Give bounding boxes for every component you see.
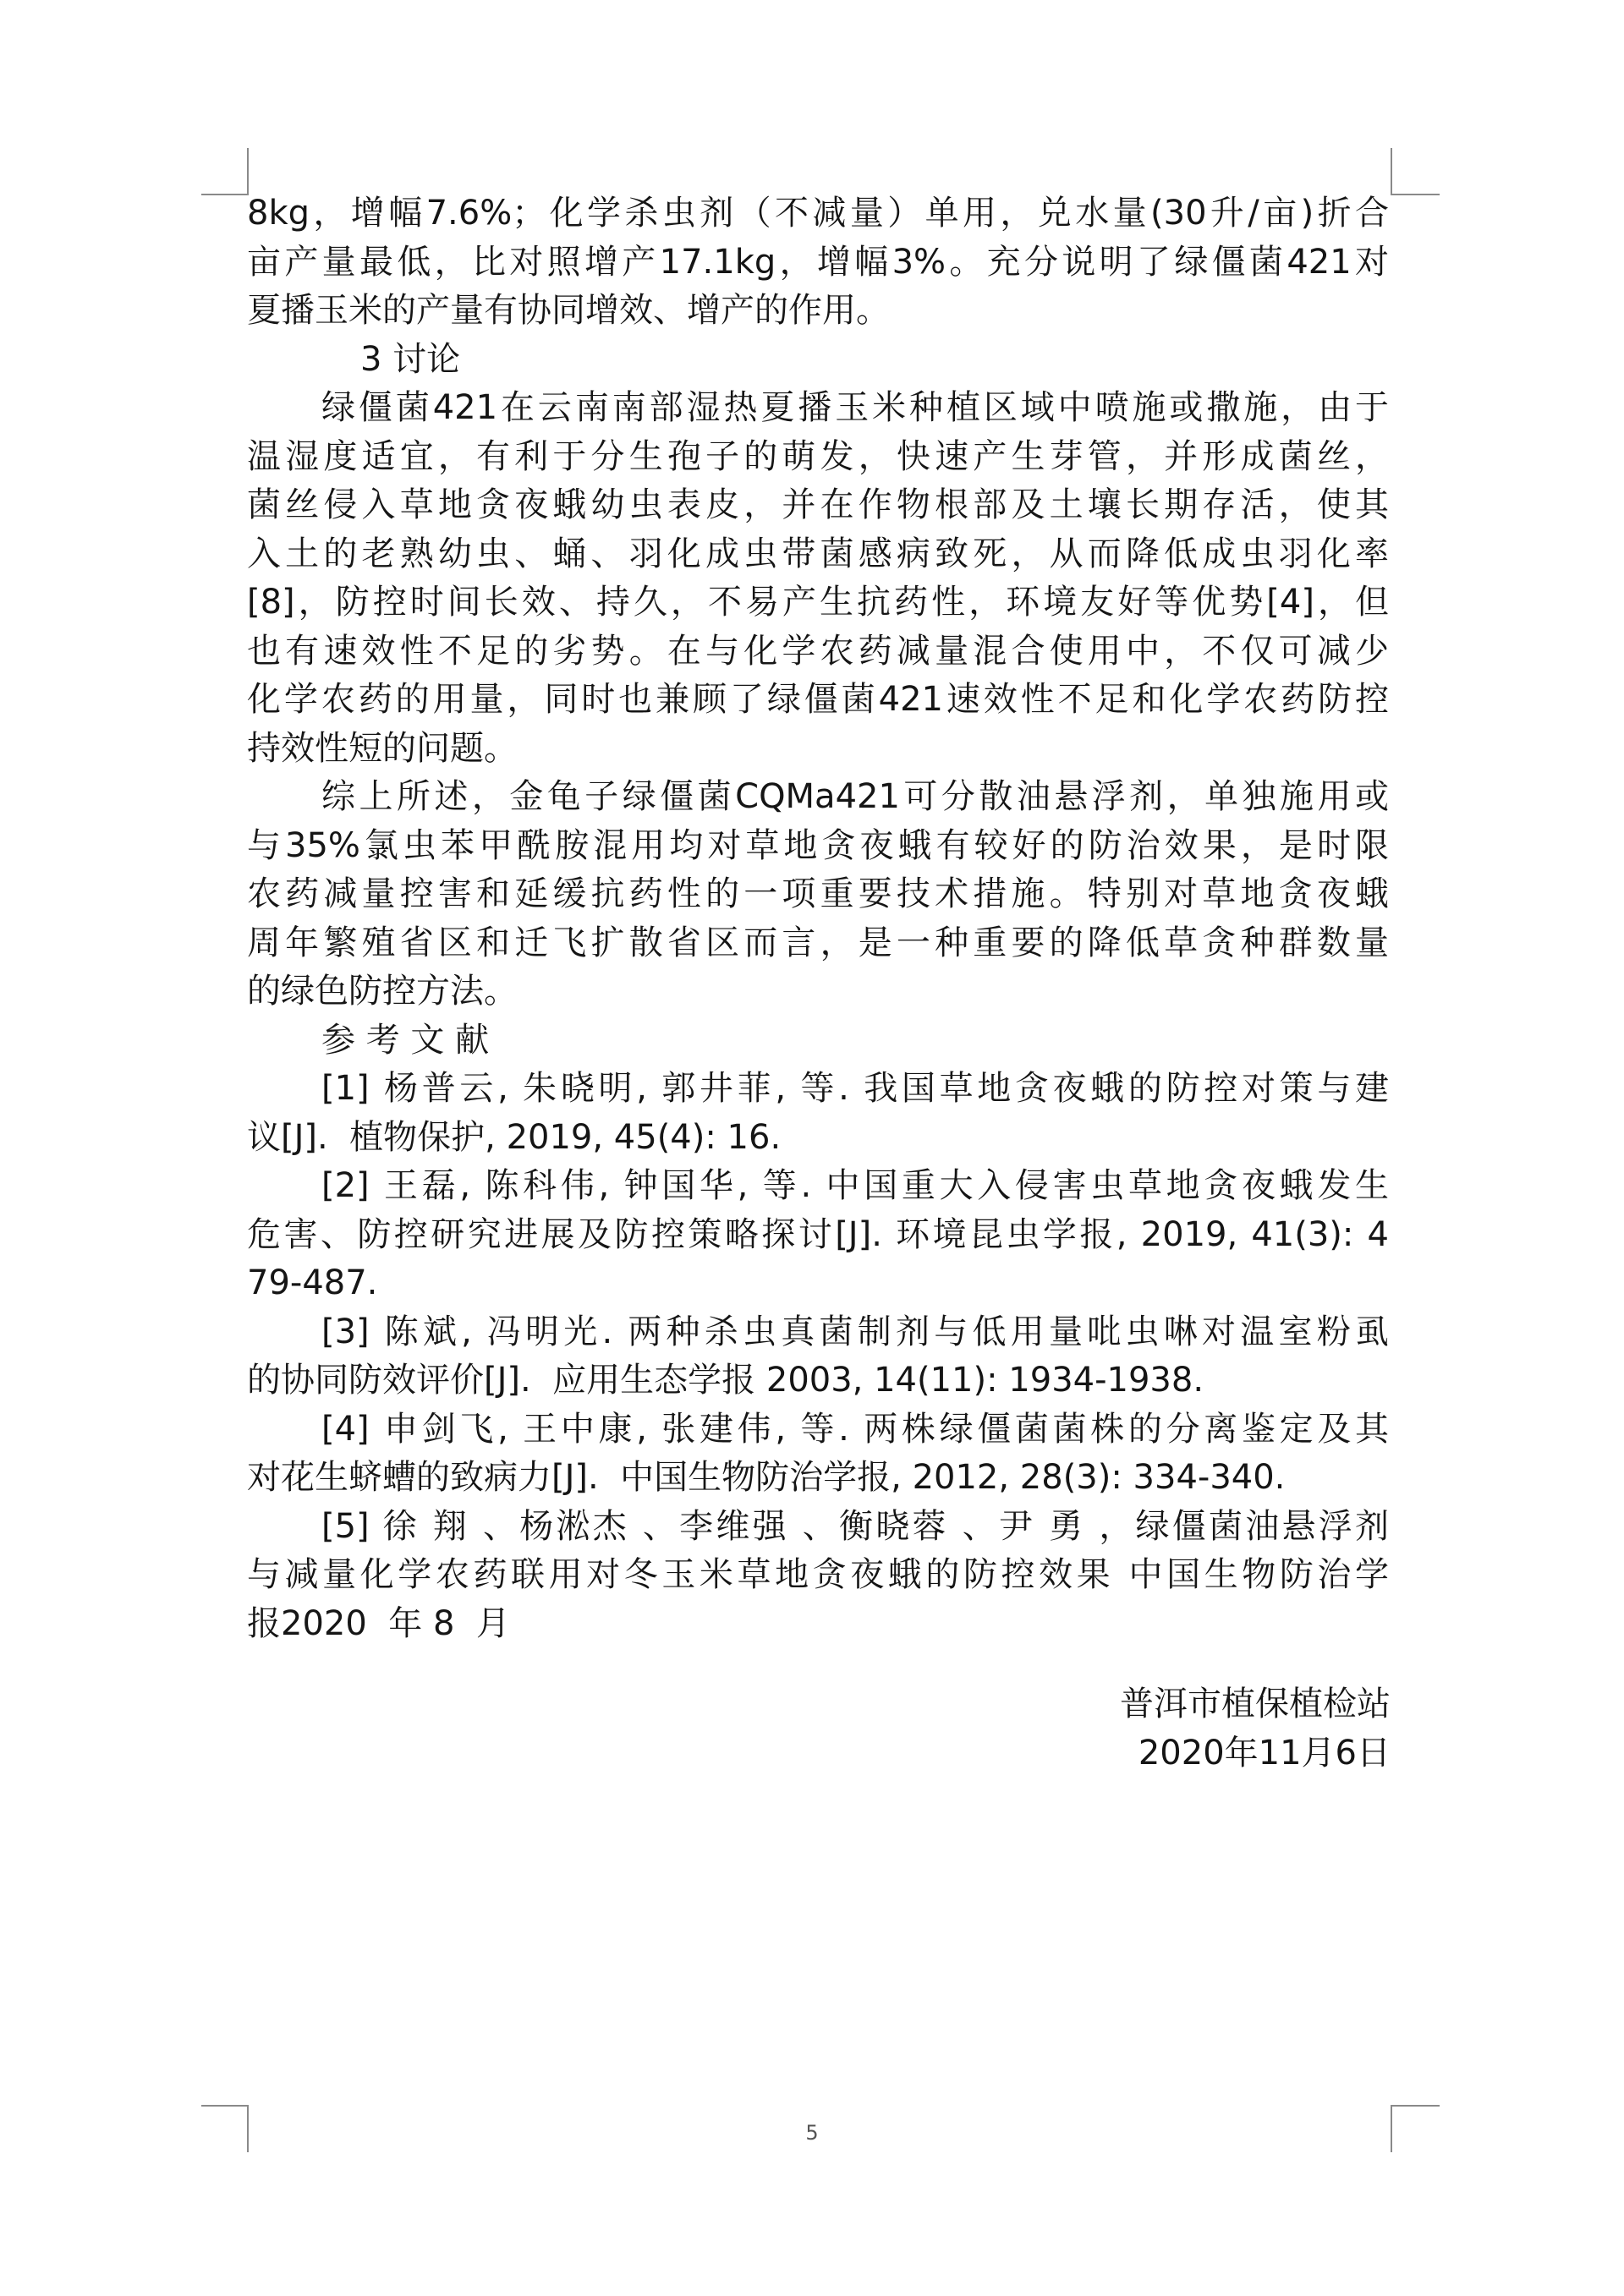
paragraph-first-line: 综上所述，金龟子绿僵菌CQMa421可分散油悬浮剂，单独施用或 bbox=[321, 777, 1389, 816]
reference-line: [5] 徐 翔 、杨淞杰 、李维强 、衡晓蓉 、尹 勇 ，绿僵菌油悬浮剂 bbox=[321, 1506, 1389, 1546]
body-line: 与35%氯虫苯甲酰胺混用均对草地贪夜蛾有较好的防治效果，是时限 bbox=[247, 825, 1389, 865]
body-line: [8]，防控时间长效、持久，不易产生抗药性，环境友好等优势[4]，但 bbox=[247, 583, 1389, 622]
section-heading: 3 讨论 bbox=[360, 339, 461, 379]
crop-mark-bottom-right-h bbox=[1392, 2105, 1440, 2107]
crop-mark-bottom-left-h bbox=[201, 2105, 249, 2107]
reference-line: 与减量化学农药联用对冬玉米草地贪夜蛾的防控效果 中国生物防治学 bbox=[247, 1555, 1389, 1594]
signature-block bbox=[1120, 1680, 1391, 1778]
body-line: 持效性短的问题。 bbox=[247, 728, 518, 768]
body-line: 农药减量控害和延缓抗药性的一项重要技术措施。特别对草地贪夜蛾 bbox=[247, 874, 1389, 913]
crop-mark-top-right-v bbox=[1391, 148, 1392, 195]
document-body bbox=[247, 189, 1389, 1648]
reference-line: [4] 申剑飞, 王中康, 张建伟, 等. 两株绿僵菌菌株的分离鉴定及其 bbox=[321, 1409, 1389, 1449]
body-line: 夏播玉米的产量有协同增效、增产的作用。 bbox=[247, 291, 890, 330]
body-line: 温湿度适宜，有利于分生孢子的萌发，快速产生芽管，并形成菌丝， bbox=[247, 436, 1389, 476]
body-line: 的绿色防控方法。 bbox=[247, 972, 518, 1011]
crop-mark-top-right-h bbox=[1392, 194, 1440, 195]
crop-mark-top-left-h bbox=[201, 194, 249, 195]
body-line: 周年繁殖省区和迁飞扩散省区而言，是一种重要的降低草贪种群数量 bbox=[247, 923, 1389, 962]
body-line: 8kg，增幅7.6%；化学杀虫剂（不减量）单用，兑水量(30升/亩)折合 bbox=[247, 194, 1389, 233]
body-line: 化学农药的用量，同时也兼顾了绿僵菌421速效性不足和化学农药防控 bbox=[247, 680, 1389, 719]
reference-line: 报2020 年 8 月 bbox=[247, 1603, 510, 1643]
references-heading: 参 考 文 献 bbox=[321, 1020, 490, 1060]
body-line: 入土的老熟幼虫、蛹、羽化成虫带菌感病致死，从而降低成虫羽化率 bbox=[247, 534, 1389, 573]
body-line: 也有速效性不足的劣势。在与化学农药减量混合使用中，不仅可减少 bbox=[247, 631, 1389, 671]
reference-line: 的协同防效评价[J]. 应用生态学报 2003, 14(11): 1934-1938. bbox=[247, 1361, 1204, 1400]
body-line: 亩产量最低，比对照增产17.1kg，增幅3%。充分说明了绿僵菌421对 bbox=[247, 242, 1389, 282]
reference-line: [2] 王磊, 陈科伟, 钟国华, 等. 中国重大入侵害虫草地贪夜蛾发生 bbox=[321, 1166, 1389, 1205]
body-line: 菌丝侵入草地贪夜蛾幼虫表皮，并在作物根部及土壤长期存活，使其 bbox=[247, 485, 1389, 524]
reference-line: 79-487. bbox=[247, 1263, 378, 1302]
crop-mark-top-left-v bbox=[247, 148, 249, 195]
reference-line: 议[J]. 植物保护, 2019, 45(4): 16. bbox=[247, 1117, 782, 1157]
paragraph-first-line: 绿僵菌421在云南南部湿热夏播玉米种植区域中喷施或撒施，由于 bbox=[321, 388, 1389, 427]
signature-date: 2020年11月6日 bbox=[1138, 1733, 1391, 1773]
signature-organization: 普洱市植保植检站 bbox=[1120, 1685, 1391, 1723]
page-number: 5 bbox=[805, 2121, 819, 2145]
reference-line: [1] 杨普云, 朱晓明, 郭井菲, 等. 我国草地贪夜蛾的防控对策与建 bbox=[321, 1069, 1389, 1108]
reference-line: [3] 陈斌, 冯明光. 两种杀虫真菌制剂与低用量吡虫啉对温室粉虱 bbox=[321, 1312, 1389, 1351]
reference-line: 危害、防控研究进展及防控策略探讨[J]. 环境昆虫学报, 2019, 41(3): 4 bbox=[247, 1214, 1389, 1254]
reference-line: 对花生蛴螬的致病力[J]. 中国生物防治学报, 2012, 28(3): 334-340. bbox=[247, 1458, 1286, 1497]
